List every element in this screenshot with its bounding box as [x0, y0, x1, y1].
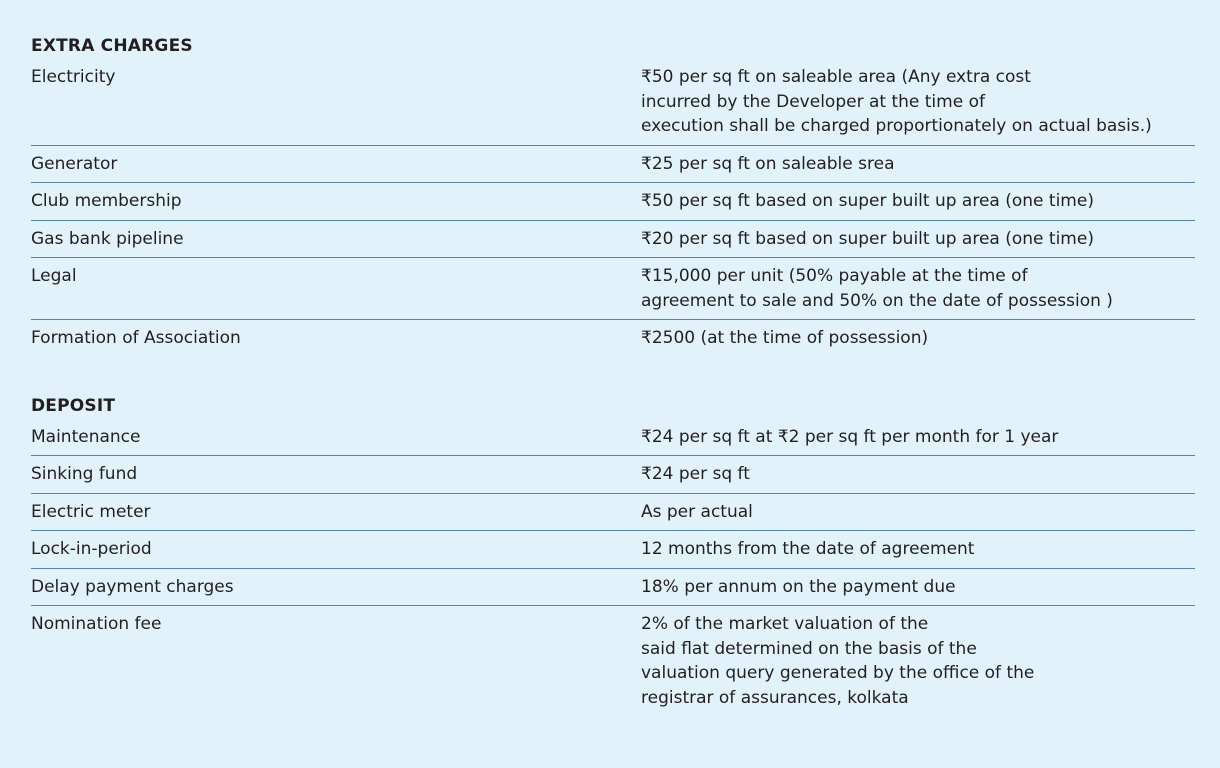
row-value: ₹20 per sq ft based on super built up area (one time)	[641, 228, 1094, 249]
row-value: ₹24 per sq ft at ₹2 per sq ft per month for 1 year	[641, 426, 1059, 447]
row-label: Legal	[31, 266, 77, 286]
table-row	[31, 220, 1195, 258]
row-label: Formation of Association	[31, 328, 241, 348]
row-label: Nomination fee	[31, 614, 162, 634]
row-value: ₹25 per sq ft on saleable srea	[641, 153, 895, 174]
table-row	[31, 319, 1195, 357]
table-row	[31, 493, 1195, 531]
row-label: Electric meter	[31, 501, 151, 522]
deposit-section	[31, 394, 1195, 717]
row-value: ₹2500 (at the time of possession)	[641, 328, 929, 348]
table-row	[31, 59, 1195, 145]
deposit-heading: DEPOSIT	[31, 395, 116, 416]
row-label: Lock-in-period	[31, 539, 152, 559]
row-value: As per actual	[641, 501, 753, 522]
table-row	[31, 568, 1195, 606]
table-row	[31, 257, 1195, 319]
row-value: ₹15,000 per unit (50% payable at the time of agreement to sale and 50% on the date of possession )	[641, 266, 1113, 311]
row-value: 18% per annum on the payment due	[641, 576, 956, 597]
row-label: Club membership	[31, 191, 182, 211]
row-value: 2% of the market valuation of the said flat determined on the basis of the valuation query generated by the office of the registrar of assurances, kolkata	[641, 614, 1035, 708]
table-row	[31, 182, 1195, 220]
table-row	[31, 455, 1195, 493]
row-label: Generator	[31, 153, 118, 174]
row-label: Maintenance	[31, 426, 141, 447]
row-value: ₹24 per sq ft	[641, 464, 750, 484]
row-value: ₹50 per sq ft based on super built up area (one time)	[641, 191, 1094, 211]
extra-charges-table	[31, 59, 1195, 357]
row-label: Gas bank pipeline	[31, 228, 184, 249]
table-row	[31, 605, 1195, 716]
row-label: Delay payment charges	[31, 576, 234, 597]
table-row	[31, 145, 1195, 183]
table-row	[31, 419, 1195, 456]
deposit-table	[31, 419, 1195, 717]
row-value: 12 months from the date of agreement	[641, 539, 975, 559]
row-value: ₹50 per sq ft on saleable area (Any extra cost incurred by the Developer at the time of execution shall be charged proportionately on actual basis.)	[641, 67, 1152, 136]
row-label: Electricity	[31, 67, 116, 87]
extra-charges-heading: EXTRA CHARGES	[31, 36, 193, 56]
extra-charges-section	[31, 34, 1195, 357]
row-label: Sinking fund	[31, 464, 138, 484]
table-row	[31, 530, 1195, 568]
